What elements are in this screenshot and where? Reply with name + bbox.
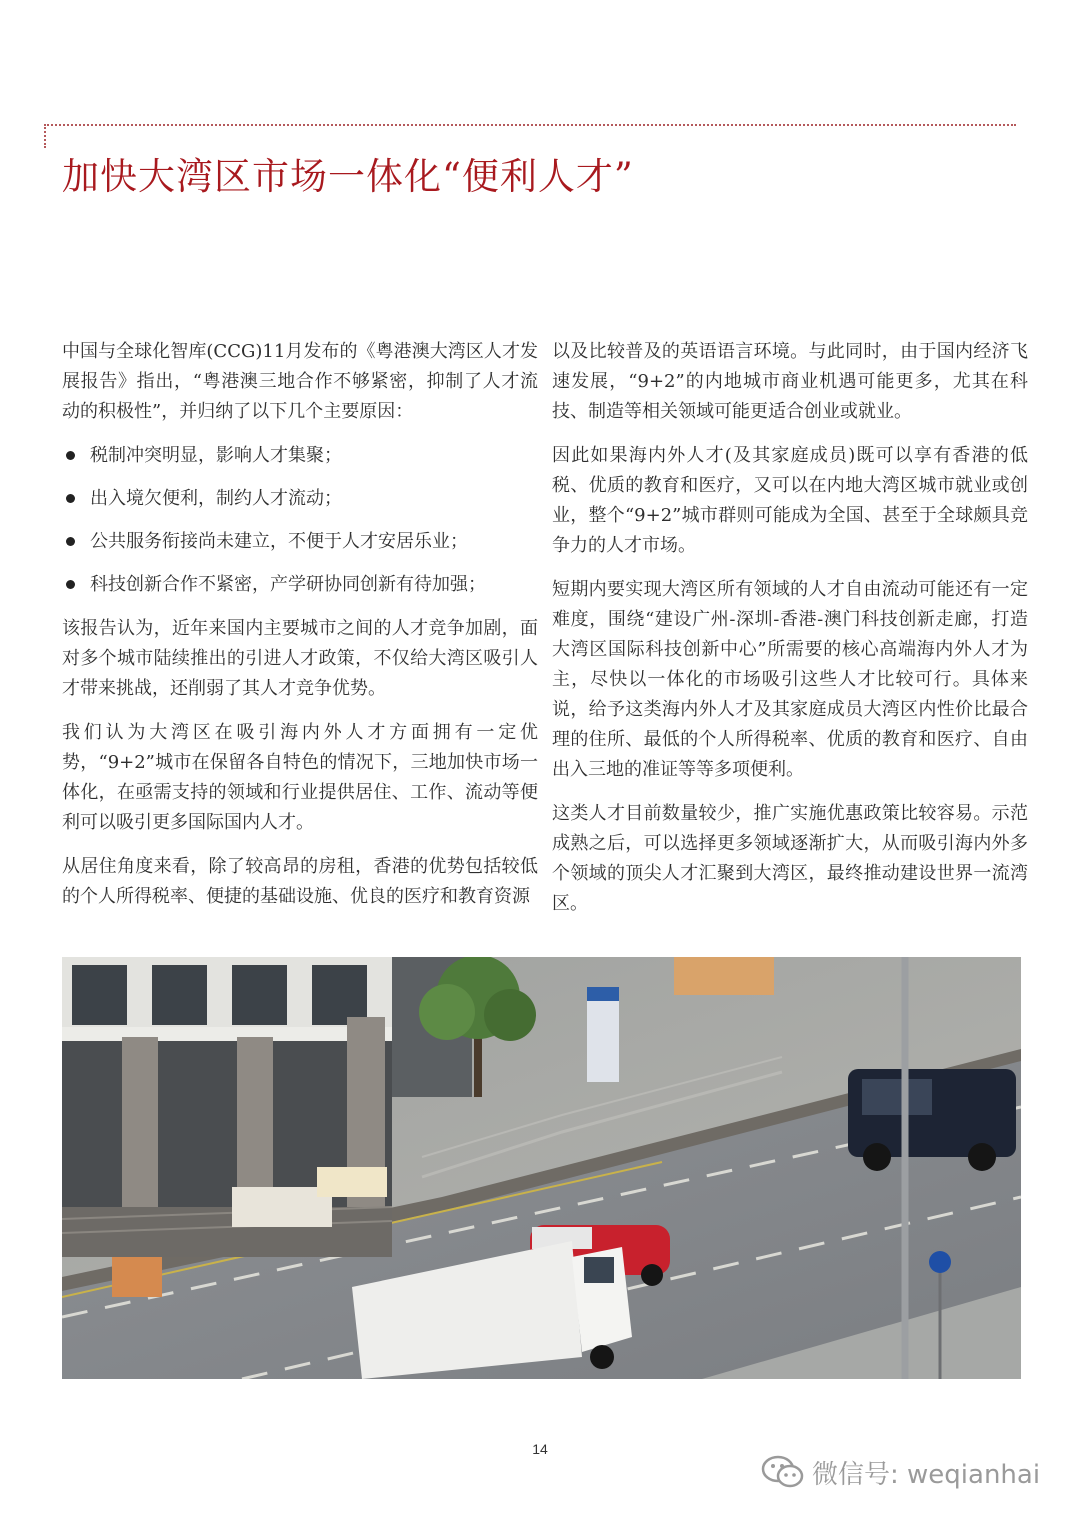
bullet-icon: [66, 537, 75, 546]
left-column: [62, 337, 538, 926]
wechat-icon: [760, 1454, 806, 1490]
list-item: [62, 441, 538, 471]
list-item-text: 公共服务衔接尚未建立，不便于人才安居乐业；: [90, 531, 468, 552]
body-paragraph: 因此如果海内外人才(及其家庭成员)既可以享有香港的低税、优质的教育和医疗，又可以在内地大湾区城市就业或创业，整个“9+2”城市群则可能成为全国、甚至于全球颇具竞争力的人才市场。: [552, 445, 1028, 556]
page-title: 加快大湾区市场一体化“便利人才”: [62, 155, 634, 198]
page-number: 14: [532, 1441, 548, 1457]
street-scene-photo: [62, 957, 1021, 1379]
watermark-text: 微信号: weqianhai: [812, 1459, 1041, 1490]
right-column: [552, 337, 1028, 933]
intro-paragraph: 中国与全球化智库(CCG)11月发布的《粤港澳大湾区人才发展报告》指出，“粤港澳三地合作不够紧密，抑制了人才流动的积极性”，并归纳了以下几个主要原因：: [62, 341, 538, 422]
bullet-icon: [66, 451, 75, 460]
body-paragraph: 我们认为大湾区在吸引海内外人才方面拥有一定优势，“9+2”城市在保留各自特色的情况下，三地加快市场一体化，在亟需支持的领域和行业提供居住、工作、流动等便利可以吸引更多国际国内人才。: [62, 722, 538, 833]
body-paragraph: 从居住角度来看，除了较高昂的房租，香港的优势包括较低的个人所得税率、便捷的基础设施、优良的医疗和教育资源: [62, 856, 538, 907]
body-paragraph: 该报告认为，近年来国内主要城市之间的人才竞争加剧，面对多个城市陆续推出的引进人才政策，不仅给大湾区吸引人才带来挑战，还削弱了其人才竞争优势。: [62, 618, 538, 699]
list-item-text: 科技创新合作不紧密，产学研协同创新有待加强；: [90, 574, 486, 595]
list-item: [62, 484, 538, 514]
header-dotted-rule: [44, 124, 1016, 126]
body-paragraph: 这类人才目前数量较少，推广实施优惠政策比较容易。示范成熟之后，可以选择更多领域逐渐扩大，从而吸引海内外多个领域的顶尖人才汇聚到大湾区，最终推动建设世界一流湾区。: [552, 803, 1028, 914]
list-item: [62, 570, 538, 600]
list-item: [62, 527, 538, 557]
dark-van: [848, 1069, 1016, 1171]
body-paragraph: 短期内要实现大湾区所有领域的人才自由流动可能还有一定难度，围绕“建设广州-深圳-香港-澳门科技创新走廊，打造大湾区国际科技创新中心”所需要的核心高端海内外人才为主，尽快以一体化的市场吸引这些人才比较可行。具体来说，给予这类海内外人才及其家庭成员大湾区内性价比最合理的住所、最低的个人所得税率、优质的教育和医疗、自由出入三地的准证等等多项便利。: [552, 579, 1028, 780]
wechat-watermark: [760, 1452, 1040, 1492]
reasons-list: [62, 441, 538, 600]
list-item-text: 税制冲突明显，影响人才集聚；: [90, 445, 342, 466]
body-paragraph: 以及比较普及的英语语言环境。与此同时，由于国内经济飞速发展，“9+2”的内地城市商业机遇可能更多，尤其在科技、制造等相关领域可能更适合创业或就业。: [552, 341, 1028, 422]
bullet-icon: [66, 580, 75, 589]
header-dotted-rule-corner: [44, 124, 46, 148]
list-item-text: 出入境欠便利，制约人才流动；: [90, 488, 342, 509]
bullet-icon: [66, 494, 75, 503]
